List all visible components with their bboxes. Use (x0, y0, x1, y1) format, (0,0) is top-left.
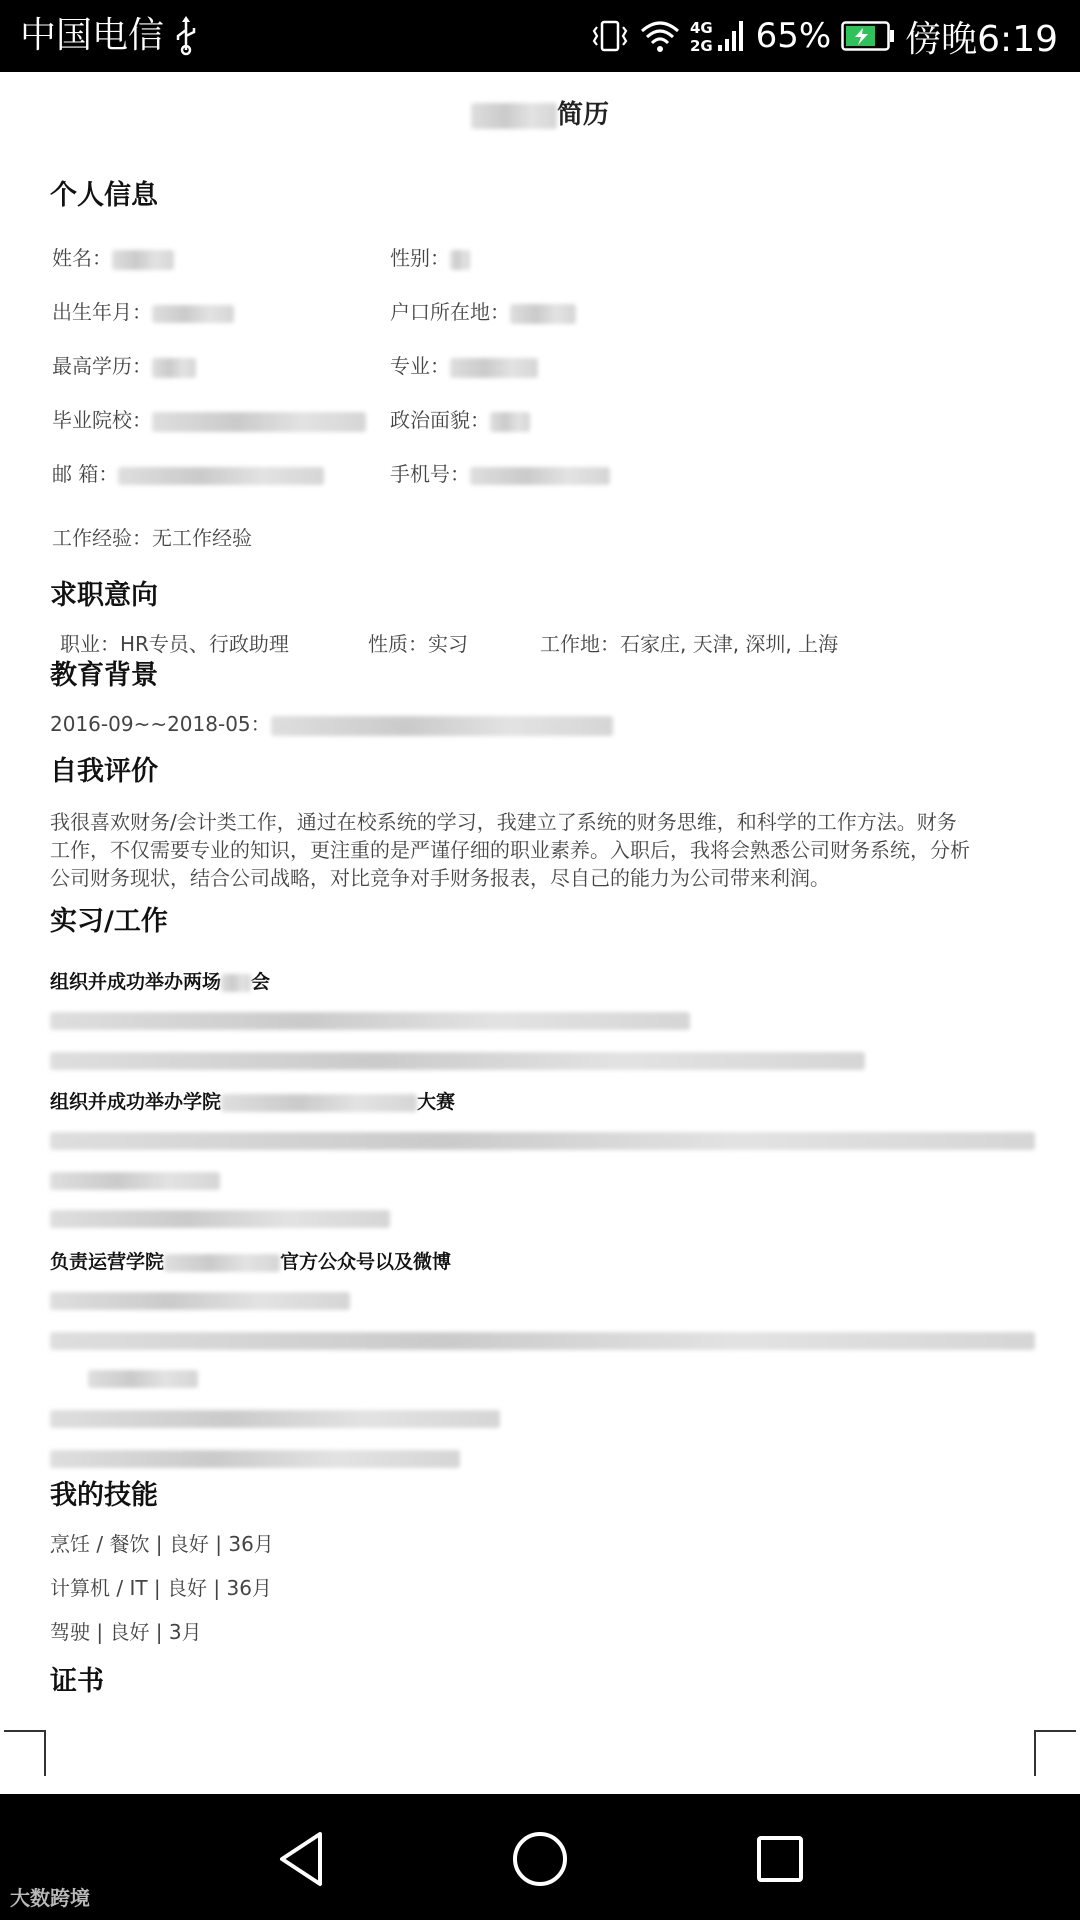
crop-mark-right (1034, 1730, 1076, 1776)
redacted-value (470, 467, 610, 485)
redacted-value (164, 1254, 280, 1272)
section-heading-education: 教育背景 (50, 660, 158, 691)
skill-item: 烹饪 / 餐饮 | 良好 | 36月 (50, 1532, 274, 1556)
field-school: 毕业院校： (52, 406, 366, 434)
education-entry: 2016-09~~2018-05： (50, 710, 613, 738)
work-item-title: 组织并成功举办两场 会 (50, 971, 271, 993)
watermark-text: 大数跨境 (10, 1886, 90, 1910)
battery-charging-icon (841, 21, 895, 51)
redacted-line (50, 1052, 865, 1070)
redacted-line (50, 1450, 460, 1468)
redacted-line (50, 1172, 220, 1190)
field-education-level: 最高学历： (52, 352, 196, 380)
field-major: 专业： (390, 352, 538, 380)
section-heading-skills: 我的技能 (50, 1480, 158, 1511)
recents-square-icon[interactable] (745, 1824, 815, 1894)
section-heading-personal: 个人信息 (50, 180, 158, 211)
self-eval-line: 公司财务现状，结合公司战略，对比竞争对手财务报表，尽自己的能力为公司带来利润。 (50, 866, 830, 890)
redacted-name (471, 103, 557, 129)
clock: 傍晚6:19 (905, 18, 1058, 60)
redacted-value (152, 358, 196, 378)
section-heading-self-eval: 自我评价 (50, 756, 158, 787)
intention-location: 工作地：石家庄, 天津, 深圳, 上海 (540, 632, 839, 656)
navigation-bar (0, 1794, 1080, 1920)
svg-text:4G: 4G (689, 19, 713, 37)
field-political: 政治面貌： (390, 406, 530, 434)
redacted-value (152, 412, 366, 432)
status-bar (0, 0, 1080, 72)
resume-title: 简历 (0, 96, 1080, 134)
self-eval-line: 我很喜欢财务/会计类工作，通过在校系统的学习，我建立了系统的财务思维，和科学的工作方法。财务 (50, 810, 957, 834)
back-triangle-icon[interactable] (266, 1824, 336, 1894)
redacted-value (112, 250, 174, 270)
section-heading-certificates: 证书 (50, 1666, 104, 1697)
redacted-line (50, 1292, 350, 1310)
field-hukou: 户口所在地： (390, 298, 576, 326)
redacted-value (510, 304, 576, 324)
redacted-value (221, 1094, 417, 1112)
redacted-value (450, 250, 470, 270)
status-icons (580, 12, 1058, 60)
field-birth: 出生年月： (52, 298, 234, 326)
usb-icon (174, 16, 198, 56)
redacted-line (50, 1210, 390, 1228)
redacted-line (88, 1370, 198, 1388)
redacted-value (450, 358, 538, 378)
redacted-value (271, 716, 613, 736)
field-name: 姓名： (52, 244, 174, 272)
crop-mark-left (4, 1730, 46, 1776)
signal-icon (690, 17, 746, 55)
field-gender: 性别： (390, 244, 470, 272)
field-experience: 工作经验：无工作经验 (52, 526, 252, 550)
vibrate-icon (590, 19, 630, 53)
redacted-line (50, 1132, 1035, 1150)
redacted-line (50, 1332, 1035, 1350)
redacted-value (221, 974, 251, 992)
intention-nature: 性质：实习 (368, 632, 468, 656)
skill-item: 计算机 / IT | 良好 | 36月 (50, 1576, 272, 1600)
redacted-value (118, 467, 324, 485)
skill-item: 驾驶 | 良好 | 3月 (50, 1620, 202, 1644)
work-item-title: 负责运营学院 官方公众号以及微博 (50, 1251, 452, 1273)
svg-text:2G: 2G (689, 37, 713, 55)
self-eval-line: 工作，不仅需要专业的知识，更注重的是严谨仔细的职业素养。入职后，我将会熟悉公司财务系统，分析 (50, 838, 970, 862)
battery-percent: 65% (755, 16, 832, 56)
intention-job: 职业：HR专员、行政助理 (60, 632, 289, 656)
work-item-title: 组织并成功举办学院 大赛 (50, 1091, 456, 1113)
carrier-name: 中国电信 (20, 15, 165, 56)
redacted-line (50, 1410, 500, 1428)
redacted-value (490, 412, 530, 432)
section-heading-work: 实习/工作 (50, 906, 168, 937)
home-circle-icon[interactable] (505, 1824, 575, 1894)
section-heading-intention: 求职意向 (50, 580, 158, 611)
wifi-icon (640, 19, 680, 53)
redacted-line (50, 1012, 690, 1030)
redacted-value (152, 305, 234, 323)
field-email: 邮 箱： (52, 460, 324, 488)
field-phone: 手机号： (390, 460, 610, 488)
